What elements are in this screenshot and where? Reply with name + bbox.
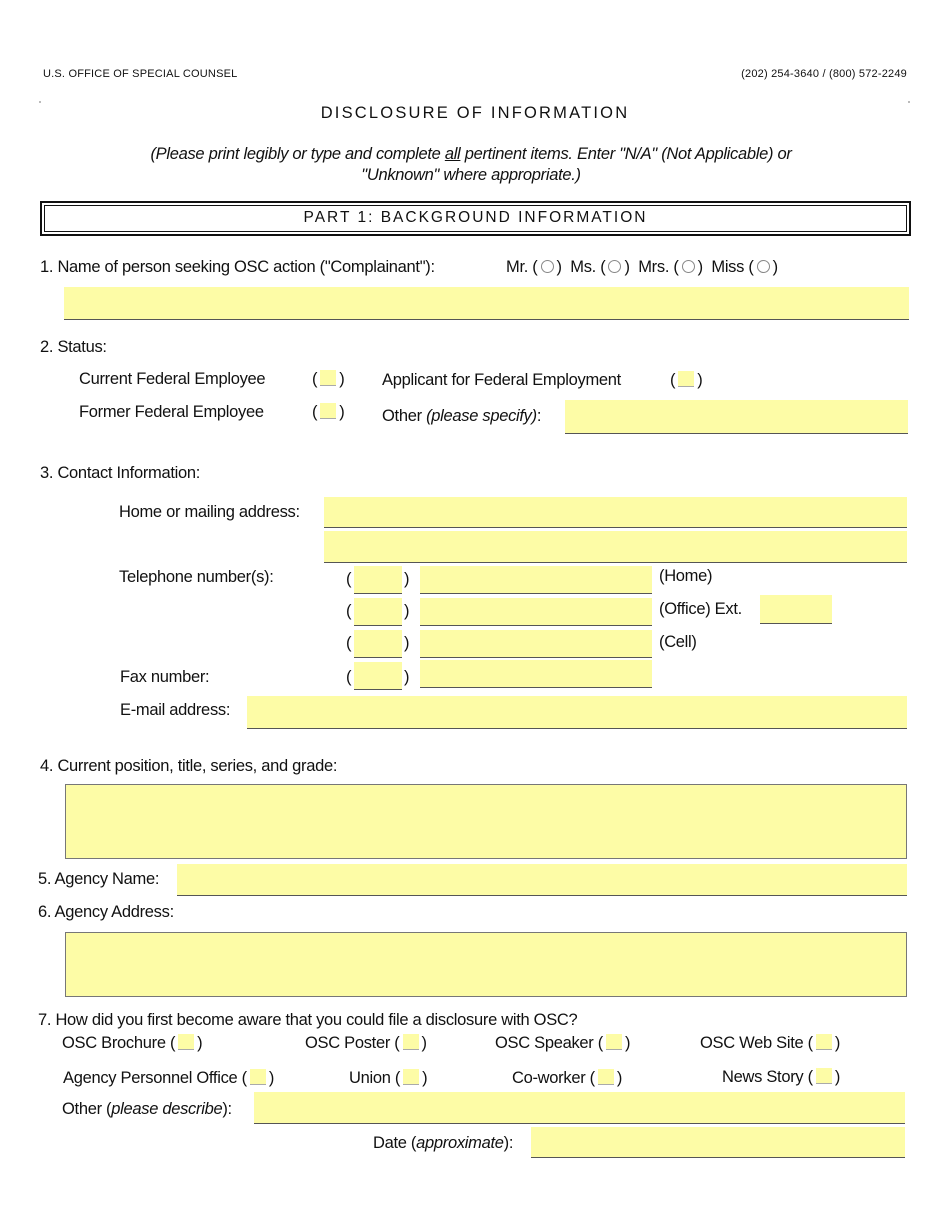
part-title: PART 1: BACKGROUND INFORMATION xyxy=(303,209,648,226)
agency-name-field[interactable] xyxy=(177,864,907,896)
paren-open: ( xyxy=(346,668,352,686)
telephone-label: Telephone number(s): xyxy=(119,568,274,586)
coworker-option: Co-worker ( ) xyxy=(512,1069,623,1087)
q2-label: 2. Status: xyxy=(40,338,107,356)
date-field[interactable] xyxy=(531,1127,905,1158)
complainant-name-field[interactable] xyxy=(64,287,909,320)
current-employee-label: Current Federal Employee xyxy=(79,370,266,388)
fax-label: Fax number: xyxy=(120,668,210,686)
corner-mark xyxy=(908,101,910,103)
other-status-field[interactable] xyxy=(565,400,908,434)
agency-phones: (202) 254-3640 / (800) 572-2249 xyxy=(741,68,907,80)
email-field[interactable] xyxy=(247,696,907,729)
date-label: Date (approximate): xyxy=(373,1134,514,1152)
current-employee-check: ( ) xyxy=(312,370,345,388)
paren-close: ) xyxy=(404,634,410,652)
home-area-code-field[interactable] xyxy=(354,566,402,594)
former-employee-checkbox[interactable] xyxy=(320,403,336,419)
applicant-check: ( ) xyxy=(670,371,703,389)
news-story-option: News Story ( ) xyxy=(722,1068,841,1086)
applicant-checkbox[interactable] xyxy=(678,371,694,387)
agency-name: U.S. OFFICE OF SPECIAL COUNSEL xyxy=(43,68,238,80)
agency-address-field[interactable] xyxy=(65,932,907,997)
paren-close: ) xyxy=(404,602,410,620)
fax-area-code-field[interactable] xyxy=(354,662,402,690)
office-label: (Office) Ext. xyxy=(659,600,742,618)
part-header-box xyxy=(40,201,911,236)
union-option: Union ( ) xyxy=(349,1069,428,1087)
cell-phone-field[interactable] xyxy=(420,630,652,658)
osc-website-checkbox[interactable] xyxy=(816,1034,832,1050)
q5-label: 5. Agency Name: xyxy=(38,870,160,888)
address-line-2-field[interactable] xyxy=(324,531,907,563)
osc-brochure-checkbox[interactable] xyxy=(178,1034,194,1050)
mr-radio[interactable] xyxy=(541,260,554,273)
form-title: DISCLOSURE OF INFORMATION xyxy=(320,104,630,122)
miss-radio[interactable] xyxy=(757,260,770,273)
applicant-label: Applicant for Federal Employment xyxy=(382,371,621,389)
mrs-radio[interactable] xyxy=(682,260,695,273)
osc-poster-option: OSC Poster ( ) xyxy=(305,1034,427,1052)
osc-speaker-checkbox[interactable] xyxy=(606,1034,622,1050)
ms-radio[interactable] xyxy=(608,260,621,273)
q6-label: 6. Agency Address: xyxy=(38,903,174,921)
other-status-label: Other (please specify): xyxy=(382,407,542,425)
cell-area-code-field[interactable] xyxy=(354,630,402,658)
osc-brochure-option: OSC Brochure ( ) xyxy=(62,1034,203,1052)
position-title-field[interactable] xyxy=(65,784,907,859)
osc-speaker-option: OSC Speaker ( ) xyxy=(495,1034,631,1052)
other-source-field[interactable] xyxy=(254,1092,905,1124)
paren-open: ( xyxy=(346,570,352,588)
news-story-checkbox[interactable] xyxy=(816,1068,832,1084)
q3-label: 3. Contact Information: xyxy=(40,464,201,482)
corner-mark xyxy=(39,101,41,103)
personnel-office-option: Agency Personnel Office ( ) xyxy=(63,1069,275,1087)
office-extension-field[interactable] xyxy=(760,595,832,624)
paren-close: ) xyxy=(404,570,410,588)
union-checkbox[interactable] xyxy=(403,1069,419,1085)
paren-open: ( xyxy=(346,634,352,652)
office-phone-field[interactable] xyxy=(420,598,652,626)
fax-number-field[interactable] xyxy=(420,660,652,688)
q7-label: 7. How did you first become aware that you could file a disclosure with OSC? xyxy=(38,1011,578,1029)
osc-poster-checkbox[interactable] xyxy=(403,1034,419,1050)
former-employee-label: Former Federal Employee xyxy=(79,403,264,421)
address-line-1-field[interactable] xyxy=(324,497,907,528)
current-employee-checkbox[interactable] xyxy=(320,370,336,386)
home-label: (Home) xyxy=(659,567,713,585)
paren-close: ) xyxy=(404,668,410,686)
osc-website-option: OSC Web Site ( ) xyxy=(700,1034,841,1052)
coworker-checkbox[interactable] xyxy=(598,1069,614,1085)
personnel-office-checkbox[interactable] xyxy=(250,1069,266,1085)
q4-label: 4. Current position, title, series, and grade: xyxy=(40,757,338,775)
address-label: Home or mailing address: xyxy=(119,503,300,521)
office-area-code-field[interactable] xyxy=(354,598,402,626)
former-employee-check: ( ) xyxy=(312,403,345,421)
paren-open: ( xyxy=(346,602,352,620)
other-source-label: Other (please describe): xyxy=(62,1100,232,1118)
instructions-line-2: "Unknown" where appropriate.) xyxy=(361,166,581,184)
cell-label: (Cell) xyxy=(659,633,697,651)
email-label: E-mail address: xyxy=(120,701,231,719)
home-phone-field[interactable] xyxy=(420,566,652,594)
q1-label: 1. Name of person seeking OSC action ("Complainant"): xyxy=(40,258,435,276)
instructions-line-1: (Please print legibly or type and complete all pertinent items. Enter "N/A" (Not Applicable) or xyxy=(150,145,792,163)
title-options: Mr. ( ) Ms. ( ) Mrs. ( ) Miss ( ) xyxy=(506,258,778,276)
